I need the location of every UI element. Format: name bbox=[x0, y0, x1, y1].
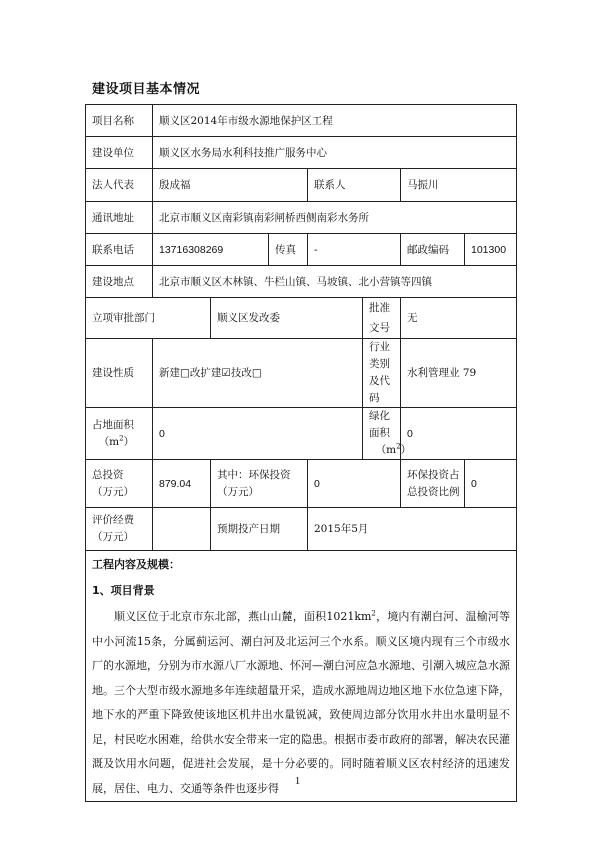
value-fax: - bbox=[308, 234, 401, 266]
label-total-line1: 总投资 bbox=[92, 468, 124, 481]
value-total-investment: 879.04 bbox=[153, 460, 211, 508]
label-address: 通讯地址 bbox=[86, 202, 153, 234]
label-total-line2: （万元） bbox=[92, 485, 134, 498]
label-contact: 联系人 bbox=[308, 169, 401, 202]
label-total-investment bbox=[86, 460, 153, 508]
value-industry: 水利管理业 79 bbox=[401, 339, 517, 408]
label-legal-rep: 法人代表 bbox=[86, 169, 153, 202]
value-address: 北京市顺义区南彩镇南彩闸桥西侧南彩水务所 bbox=[153, 202, 517, 234]
value-phone: 13716308269 bbox=[153, 234, 269, 266]
value-eval-fee bbox=[153, 508, 211, 551]
value-project-name: 顺义区2014年市级水源地保护区工程 bbox=[153, 105, 517, 137]
label-area-line2: $(m^2)$ bbox=[98, 434, 135, 448]
label-green-area bbox=[363, 408, 412, 460]
label-green-line1: 绿化面积 bbox=[369, 410, 390, 439]
label-area-line1: 占地面积 bbox=[92, 418, 134, 431]
label-expected-date: 预期投产日期 bbox=[211, 508, 308, 551]
project-info-table bbox=[85, 104, 517, 802]
label-fax: 传真 bbox=[269, 234, 308, 266]
label-phone: 联系电话 bbox=[86, 234, 153, 266]
label-nature: 建设性质 bbox=[86, 339, 153, 408]
section-content bbox=[86, 551, 517, 802]
label-industry bbox=[363, 339, 401, 408]
value-doc-no: 无 bbox=[401, 298, 517, 339]
value-env-investment: 0 bbox=[308, 460, 401, 508]
label-industry-line2: 及代码 bbox=[369, 375, 390, 404]
value-approval: 顺义区发改委 bbox=[211, 298, 363, 339]
page-number: 1 bbox=[294, 775, 301, 787]
label-env-line2: （万元） bbox=[217, 485, 259, 498]
label-industry-line1: 行业类别 bbox=[369, 341, 390, 370]
row-address bbox=[86, 202, 517, 234]
label-approval: 立项审批部门 bbox=[86, 298, 211, 339]
value-unit: 顺义区水务局水利科技推广服务中心 bbox=[153, 137, 517, 169]
label-env-investment bbox=[211, 460, 308, 508]
row-project-name bbox=[86, 105, 517, 137]
row-investment bbox=[86, 460, 517, 508]
label-project-name: 项目名称 bbox=[86, 105, 153, 137]
label-doc-no: 批准文号 bbox=[363, 298, 401, 339]
label-ratio-line2: 总投资比例 bbox=[407, 485, 460, 498]
row-eval bbox=[86, 508, 517, 551]
label-unit: 建设单位 bbox=[86, 137, 153, 169]
value-green-area: 0 bbox=[401, 408, 517, 460]
row-area bbox=[86, 408, 517, 460]
value-expected-date: 2015年5月 bbox=[308, 508, 517, 551]
row-nature bbox=[86, 339, 517, 408]
page-title: 建设项目基本情况 bbox=[92, 82, 201, 97]
label-green-line2: $(m^2)$ bbox=[375, 442, 412, 456]
value-contact: 马振川 bbox=[401, 169, 517, 202]
section-paragraph: 顺义区位于北京市东北部，燕山山麓，面积$1021km^2$，境内有潮白河、温榆河等中小河流15条，分属蓟运河、潮白河及北运河三个水系。顺义区境内现有三个市级水厂的水源地，分别为市水源八厂水源地、怀河—潮白河应急水源地、引潮入城应急水源地。三个大型市级水源地多年连续超量开采，造成水源地周边地区地下水位急速下降，地下水的严重下降致使该地区机井出水量锐减，致使周边部分饮用水井出水量明显不足，村民吃水困难，给供水安全带来一定的隐患。根据市委市政府的部署，解决农民灌溉及饮用水问题，促进社会发展，是十分必要的。同时随着顺义区农村经济的迅速发展，居住、电力、交通等条件也逐步得 bbox=[92, 609, 510, 795]
label-env-line1: 其中：环保投资 bbox=[217, 468, 291, 481]
row-location bbox=[86, 266, 517, 298]
section-subheading: 1、项目背景 bbox=[92, 584, 155, 597]
value-location: 北京市顺义区木林镇、牛栏山镇、马坡镇、北小营镇等四镇 bbox=[153, 266, 517, 298]
label-area bbox=[86, 408, 153, 460]
row-unit bbox=[86, 137, 517, 169]
row-legal-rep bbox=[86, 169, 517, 202]
label-eval-line2: （万元） bbox=[92, 531, 134, 543]
label-postcode: 邮政编码 bbox=[401, 234, 465, 266]
value-area: 0 bbox=[153, 408, 363, 460]
label-env-ratio bbox=[401, 460, 465, 508]
label-location: 建设地点 bbox=[86, 266, 153, 298]
value-legal-rep: 殷成福 bbox=[153, 169, 308, 202]
row-section bbox=[86, 551, 517, 802]
label-eval-line1: 评价经费 bbox=[92, 514, 134, 526]
value-env-ratio: 0 bbox=[465, 460, 517, 508]
value-nature: 新建□改扩建☑技改□ bbox=[153, 339, 363, 408]
row-approval bbox=[86, 298, 517, 339]
label-eval-fee bbox=[86, 508, 153, 551]
row-phone bbox=[86, 234, 517, 266]
label-ratio-line1: 环保投资占 bbox=[407, 468, 460, 481]
value-postcode: 101300 bbox=[465, 234, 517, 266]
section-heading: 工程内容及规模： bbox=[92, 558, 180, 571]
